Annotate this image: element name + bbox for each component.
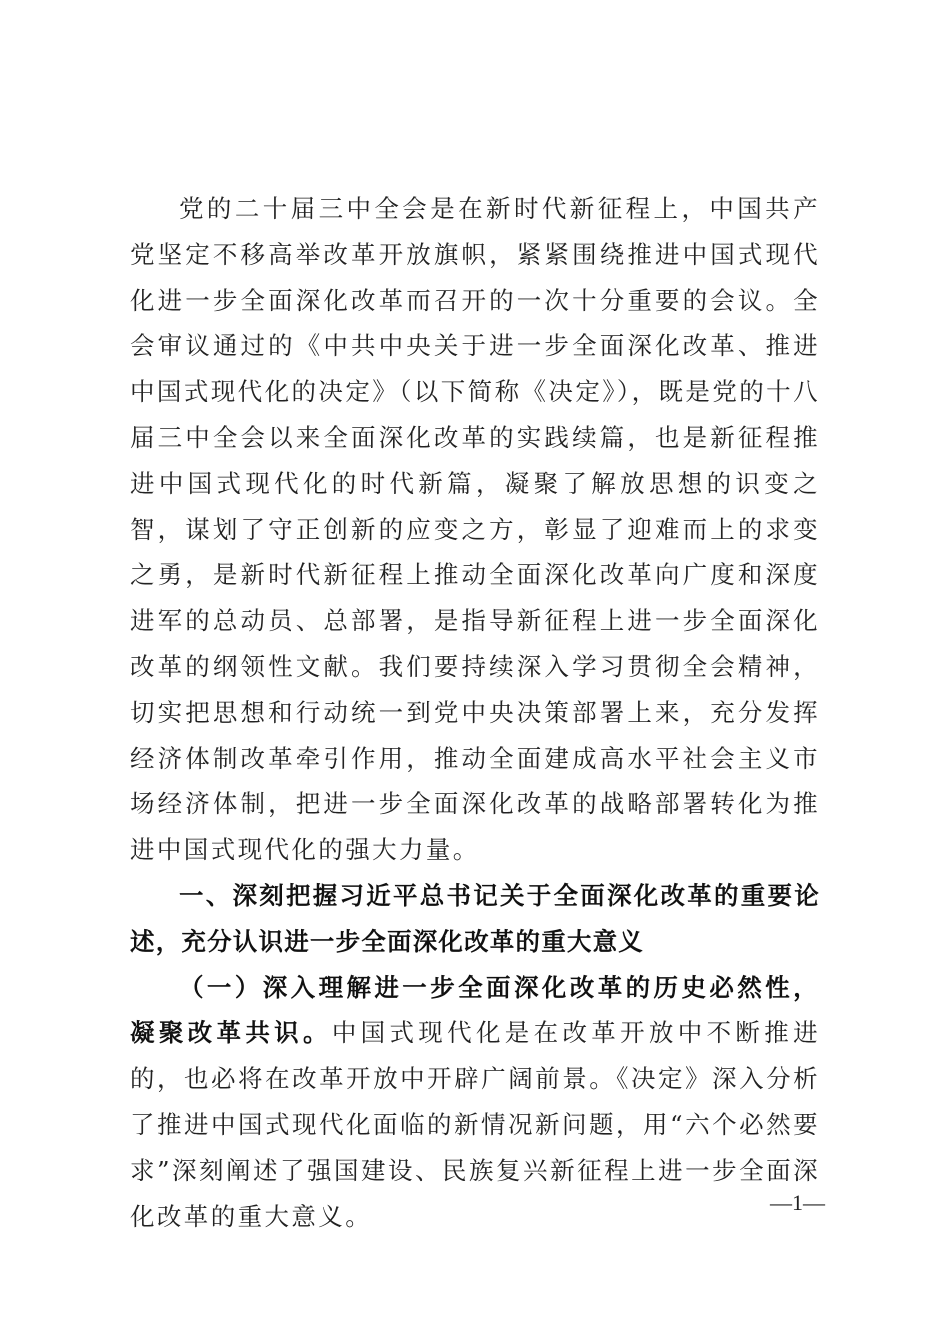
subsection-one-body: 中国式现代化是在改革开放中不断推进的，也必将在改革开放中开辟广阔前景。《决定》深入分析了推进中国式现代化面临的新情况新问题，用“六个必然要求”深刻阐述了强国建设、民族复兴新征程上进一步全面深化改革的重大意义。: [130, 1018, 820, 1231]
document-body: [130, 186, 820, 1239]
subsection-one-heading: （一）深入理解进一步全面深化改革的历史必然性，凝聚改革共识。: [130, 972, 820, 1048]
intro-paragraph: 党的二十届三中全会是在新时代新征程上，中国共产党坚定不移高举改革开放旗帜，紧紧围绕推进中国式现代化进一步全面深化改革而召开的一次十分重要的会议。全会审议通过的《中共中央关于进一步全面深化改革、推进中国式现代化的决定》（以下简称《决定》），既是党的十八届三中全会以来全面深化改革的实践续篇，也是新征程推进中国式现代化的时代新篇，凝聚了解放思想的识变之智，谋划了守正创新的应变之方，彰显了迎难而上的求变之勇，是新时代新征程上推动全面深化改革向广度和深度进军的总动员、总部署，是指导新征程上进一步全面深化改革的纲领性文献。我们要持续深入学习贯彻全会精神，切实把思想和行动统一到党中央决策部署上来，充分发挥经济体制改革牵引作用，推动全面建成高水平社会主义市场经济体制，把进一步全面深化改革的战略部署转化为推进中国式现代化的强大力量。: [130, 194, 820, 865]
section-one-heading: 一、深刻把握习近平总书记关于全面深化改革的重要论述，充分认识进一步全面深化改革的重大意义: [130, 880, 820, 956]
subsection-one-paragraph: [130, 965, 820, 1240]
page-number: —1—: [770, 1190, 825, 1215]
